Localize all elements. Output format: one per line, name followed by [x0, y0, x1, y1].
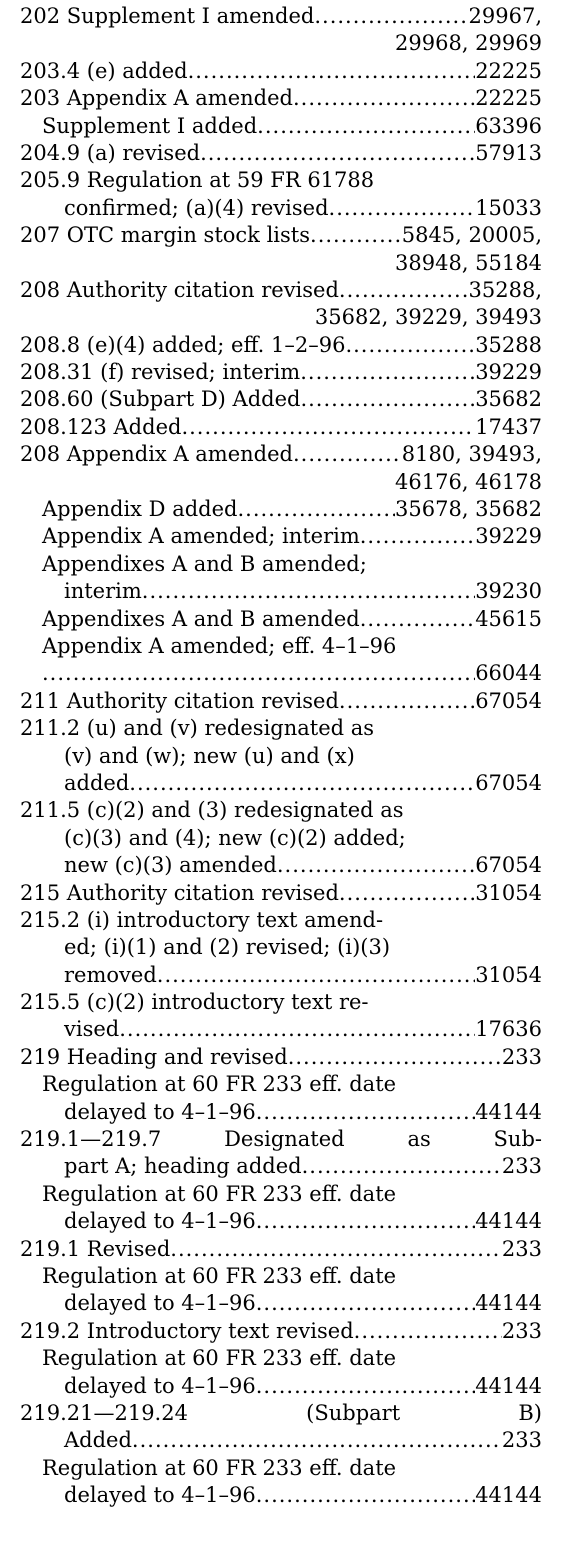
- page-number: 44144: [475, 1373, 542, 1398]
- page-number: 35678, 35682: [395, 497, 542, 522]
- dot-leader: [257, 113, 475, 140]
- entry-text: Appendix A amended; eff. 4–1–96: [42, 633, 397, 658]
- entry-text: Appendixes A and B amended;: [42, 551, 367, 576]
- entry-text: 211.5 (c)(2) and (3) redesignated as: [20, 798, 404, 823]
- index-entry-line: [0, 386, 562, 413]
- index-entry-line: [0, 1400, 562, 1427]
- entry-text: Supplement I added: [42, 113, 258, 138]
- page-numbers: 38948, 55184: [395, 250, 542, 275]
- page-number: 63396: [475, 113, 542, 138]
- dot-leader: [310, 222, 402, 249]
- page-number: 35682: [475, 387, 542, 412]
- page-number: 45615: [475, 606, 542, 631]
- dot-leader: [256, 1099, 475, 1126]
- entry-word: 219.21—219.24: [20, 1400, 188, 1425]
- index-entry-line: [0, 1373, 562, 1400]
- index-entry-line: [0, 441, 562, 468]
- entry-word: 219.1—219.7: [20, 1127, 162, 1152]
- page-number: 67054: [475, 688, 542, 713]
- entry-text: 211.2 (u) and (v) redesignated as: [20, 716, 375, 741]
- index-entry-line: [0, 770, 562, 797]
- page-number: 44144: [475, 1483, 542, 1508]
- index-entry-line: [0, 30, 562, 57]
- page-number: 44144: [475, 1209, 542, 1234]
- dot-leader: [42, 660, 475, 687]
- entry-text: 208.31 (f) revised; interim: [20, 360, 301, 385]
- index-entry-line: [0, 1290, 562, 1317]
- index-entry-line: [0, 58, 562, 85]
- entry-text: 208 Authority citation revised: [20, 277, 339, 302]
- index-entry-line: [0, 332, 562, 359]
- entry-text: (c)(3) and (4); new (c)(2) added;: [64, 825, 406, 850]
- page-number: 233: [501, 1318, 542, 1343]
- index-entry-line: [0, 222, 562, 249]
- page-number: 233: [501, 1154, 542, 1179]
- entry-text: interim: [64, 579, 142, 604]
- entry-text: vised: [64, 1017, 120, 1042]
- dot-leader: [181, 414, 475, 441]
- dot-leader: [339, 688, 475, 715]
- dot-leader: [314, 3, 468, 30]
- dot-leader: [256, 1482, 475, 1509]
- entry-text: (v) and (w); new (u) and (x): [64, 743, 355, 768]
- index-entry-line: [0, 3, 562, 30]
- dot-leader: [354, 1318, 502, 1345]
- entry-text: confirmed; (a)(4) revised: [64, 195, 329, 220]
- dot-leader: [293, 441, 402, 468]
- dot-leader: [256, 1373, 475, 1400]
- index-entry-line: [0, 1482, 562, 1509]
- index-entry-line: [0, 852, 562, 879]
- page-number: 44144: [475, 1291, 542, 1316]
- page-number: 15033: [475, 195, 542, 220]
- entry-text: 215.5 (c)(2) introductory text re-: [20, 990, 369, 1015]
- index-entry-line: [0, 962, 562, 989]
- page-number: 44144: [475, 1099, 542, 1124]
- entry-text: 219.2 Introductory text revised: [20, 1318, 354, 1343]
- entry-text: Regulation at 60 FR 233 eff. date: [42, 1263, 397, 1288]
- index-entry-line: [0, 934, 562, 961]
- dot-leader: [360, 523, 475, 550]
- entry-text: new (c)(3) amended: [64, 853, 277, 878]
- index-entry-line: [0, 1263, 562, 1290]
- index-entry-line: [0, 880, 562, 907]
- dot-leader: [237, 496, 395, 523]
- dot-leader: [170, 1236, 502, 1263]
- index-entry-line: [0, 1455, 562, 1482]
- entry-text: 207 OTC margin stock lists: [20, 223, 311, 248]
- index-entry-line: [0, 195, 562, 222]
- entry-word: B): [518, 1400, 542, 1425]
- dot-leader: [142, 578, 475, 605]
- page-number: 22225: [475, 86, 542, 111]
- page-number: 31054: [475, 962, 542, 987]
- index-entry-line: [0, 1345, 562, 1372]
- dot-leader: [157, 962, 475, 989]
- index-entry-line: [0, 140, 562, 167]
- dot-leader: [300, 386, 475, 413]
- index-entry-line: [0, 1153, 562, 1180]
- page-number: 233: [501, 1428, 542, 1453]
- entry-text: 208.123 Added: [20, 414, 182, 439]
- dot-leader: [345, 332, 475, 359]
- page-number: 233: [501, 1044, 542, 1069]
- entry-text: Regulation at 60 FR 233 eff. date: [42, 1072, 397, 1097]
- page-number: 35288,: [468, 277, 542, 302]
- index-entry-line: [0, 989, 562, 1016]
- index-entry-line: [0, 1099, 562, 1126]
- page-number: 17636: [475, 1017, 542, 1042]
- entry-text: 203 Appendix A amended: [20, 86, 293, 111]
- dot-leader: [129, 770, 475, 797]
- entry-text: added: [64, 770, 130, 795]
- entry-text: delayed to 4–1–96: [64, 1209, 256, 1234]
- index-entry-line: [0, 1016, 562, 1043]
- dot-leader: [277, 852, 475, 879]
- entry-word: Sub-: [493, 1127, 542, 1152]
- dot-leader: [339, 277, 469, 304]
- page-number: 29967,: [468, 4, 542, 28]
- index-entry-line: [0, 1044, 562, 1071]
- dot-leader: [293, 85, 475, 112]
- entry-text: Appendix A amended; interim: [42, 524, 360, 549]
- index-entry-line: [0, 113, 562, 140]
- dot-leader: [188, 58, 476, 85]
- dot-leader: [200, 140, 475, 167]
- entry-text: 219 Heading and revised: [20, 1044, 288, 1069]
- entry-text: delayed to 4–1–96: [64, 1291, 256, 1316]
- dot-leader: [329, 195, 476, 222]
- index-entry-line: [0, 304, 562, 331]
- entry-text: Regulation at 60 FR 233 eff. date: [42, 1346, 397, 1371]
- entry-text: 208.60 (Subpart D) Added: [20, 387, 301, 412]
- index-entry-line: [0, 825, 562, 852]
- dot-leader: [300, 359, 475, 386]
- dot-leader: [288, 1044, 502, 1071]
- entry-word: (Subpart: [306, 1400, 401, 1425]
- index-entry-line: [0, 1126, 562, 1153]
- entry-text: 205.9 Regulation at 59 FR 61788: [20, 168, 375, 193]
- entry-text: 203.4 (e) added: [20, 58, 188, 83]
- page-numbers: 46176, 46178: [395, 469, 542, 494]
- index-entry-line: [0, 633, 562, 660]
- index-entry-line: [0, 1071, 562, 1098]
- index-entry-line: [0, 606, 562, 633]
- index-entry-line: [0, 277, 562, 304]
- entry-word: as: [407, 1127, 431, 1152]
- entry-text: 211 Authority citation revised: [20, 688, 339, 713]
- entry-text: ed; (i)(1) and (2) revised; (i)(3): [64, 935, 391, 960]
- dot-leader: [256, 1208, 475, 1235]
- entry-text: 208 Appendix A amended: [20, 442, 293, 467]
- entry-text: Regulation at 60 FR 233 eff. date: [42, 1181, 397, 1206]
- index-entry-line: [0, 496, 562, 523]
- index-entry-line: [0, 359, 562, 386]
- entry-text: delayed to 4–1–96: [64, 1483, 256, 1508]
- page-number: 31054: [475, 880, 542, 905]
- index-entry-line: [0, 578, 562, 605]
- index-entry-line: [0, 167, 562, 194]
- entry-text: removed: [64, 962, 157, 987]
- index-entry-line: [0, 743, 562, 770]
- index-entry-line: [0, 551, 562, 578]
- index-entry-line: [0, 414, 562, 441]
- page-numbers: 29968, 29969: [395, 31, 542, 56]
- index-entry-line: [0, 1318, 562, 1345]
- entry-text: Added: [64, 1428, 132, 1453]
- dot-leader: [360, 606, 475, 633]
- index-entry-line: [0, 907, 562, 934]
- dot-leader: [302, 1153, 502, 1180]
- page-number: 233: [501, 1236, 542, 1261]
- index-entry-line: [0, 250, 562, 277]
- entry-text: 215.2 (i) introductory text amend-: [20, 907, 384, 932]
- entry-text: Appendixes A and B amended: [42, 606, 360, 631]
- page-number: 5845, 20005,: [401, 223, 542, 248]
- entry-text: delayed to 4–1–96: [64, 1373, 256, 1398]
- entry-text: Regulation at 60 FR 233 eff. date: [42, 1455, 397, 1480]
- dot-leader: [119, 1016, 475, 1043]
- entry-text: 204.9 (a) revised: [20, 140, 201, 165]
- index-entry-line: [0, 85, 562, 112]
- page-number: 22225: [475, 58, 542, 83]
- entry-text: 208.8 (e)(4) added; eff. 1–2–96: [20, 332, 346, 357]
- entry-text: Appendix D added: [42, 497, 238, 522]
- index-entry-line: [0, 660, 562, 687]
- page-numbers: 35682, 39229, 39493: [314, 305, 542, 330]
- index-entry-line: [0, 1427, 562, 1454]
- index-entry-line: [0, 715, 562, 742]
- index-entry-line: [0, 688, 562, 715]
- page-number: 8180, 39493,: [401, 442, 542, 467]
- index-entry-line: [0, 1236, 562, 1263]
- page-number: 35288: [475, 332, 542, 357]
- entry-text: 215 Authority citation revised: [20, 880, 339, 905]
- page-number: 57913: [475, 140, 542, 165]
- dot-leader: [339, 880, 475, 907]
- index-entry-line: [0, 1181, 562, 1208]
- entry-text: 202 Supplement I amended: [20, 4, 315, 28]
- page-number: 67054: [475, 853, 542, 878]
- page-number: 39230: [475, 579, 542, 604]
- page-number: 39229: [475, 360, 542, 385]
- page-number: 39229: [475, 524, 542, 549]
- index-entry-line: [0, 469, 562, 496]
- entry-text: part A; heading added: [64, 1154, 302, 1179]
- page-number: 66044: [475, 661, 542, 686]
- entry-text: delayed to 4–1–96: [64, 1099, 256, 1124]
- dot-leader: [132, 1427, 502, 1454]
- page-number: 17437: [475, 414, 542, 439]
- index-entry-line: [0, 523, 562, 550]
- entry-word: Designated: [224, 1127, 345, 1152]
- index-entry-line: [0, 1208, 562, 1235]
- dot-leader: [256, 1290, 475, 1317]
- index-entry-line: [0, 797, 562, 824]
- page-number: 67054: [475, 770, 542, 795]
- entry-text: 219.1 Revised: [20, 1236, 171, 1261]
